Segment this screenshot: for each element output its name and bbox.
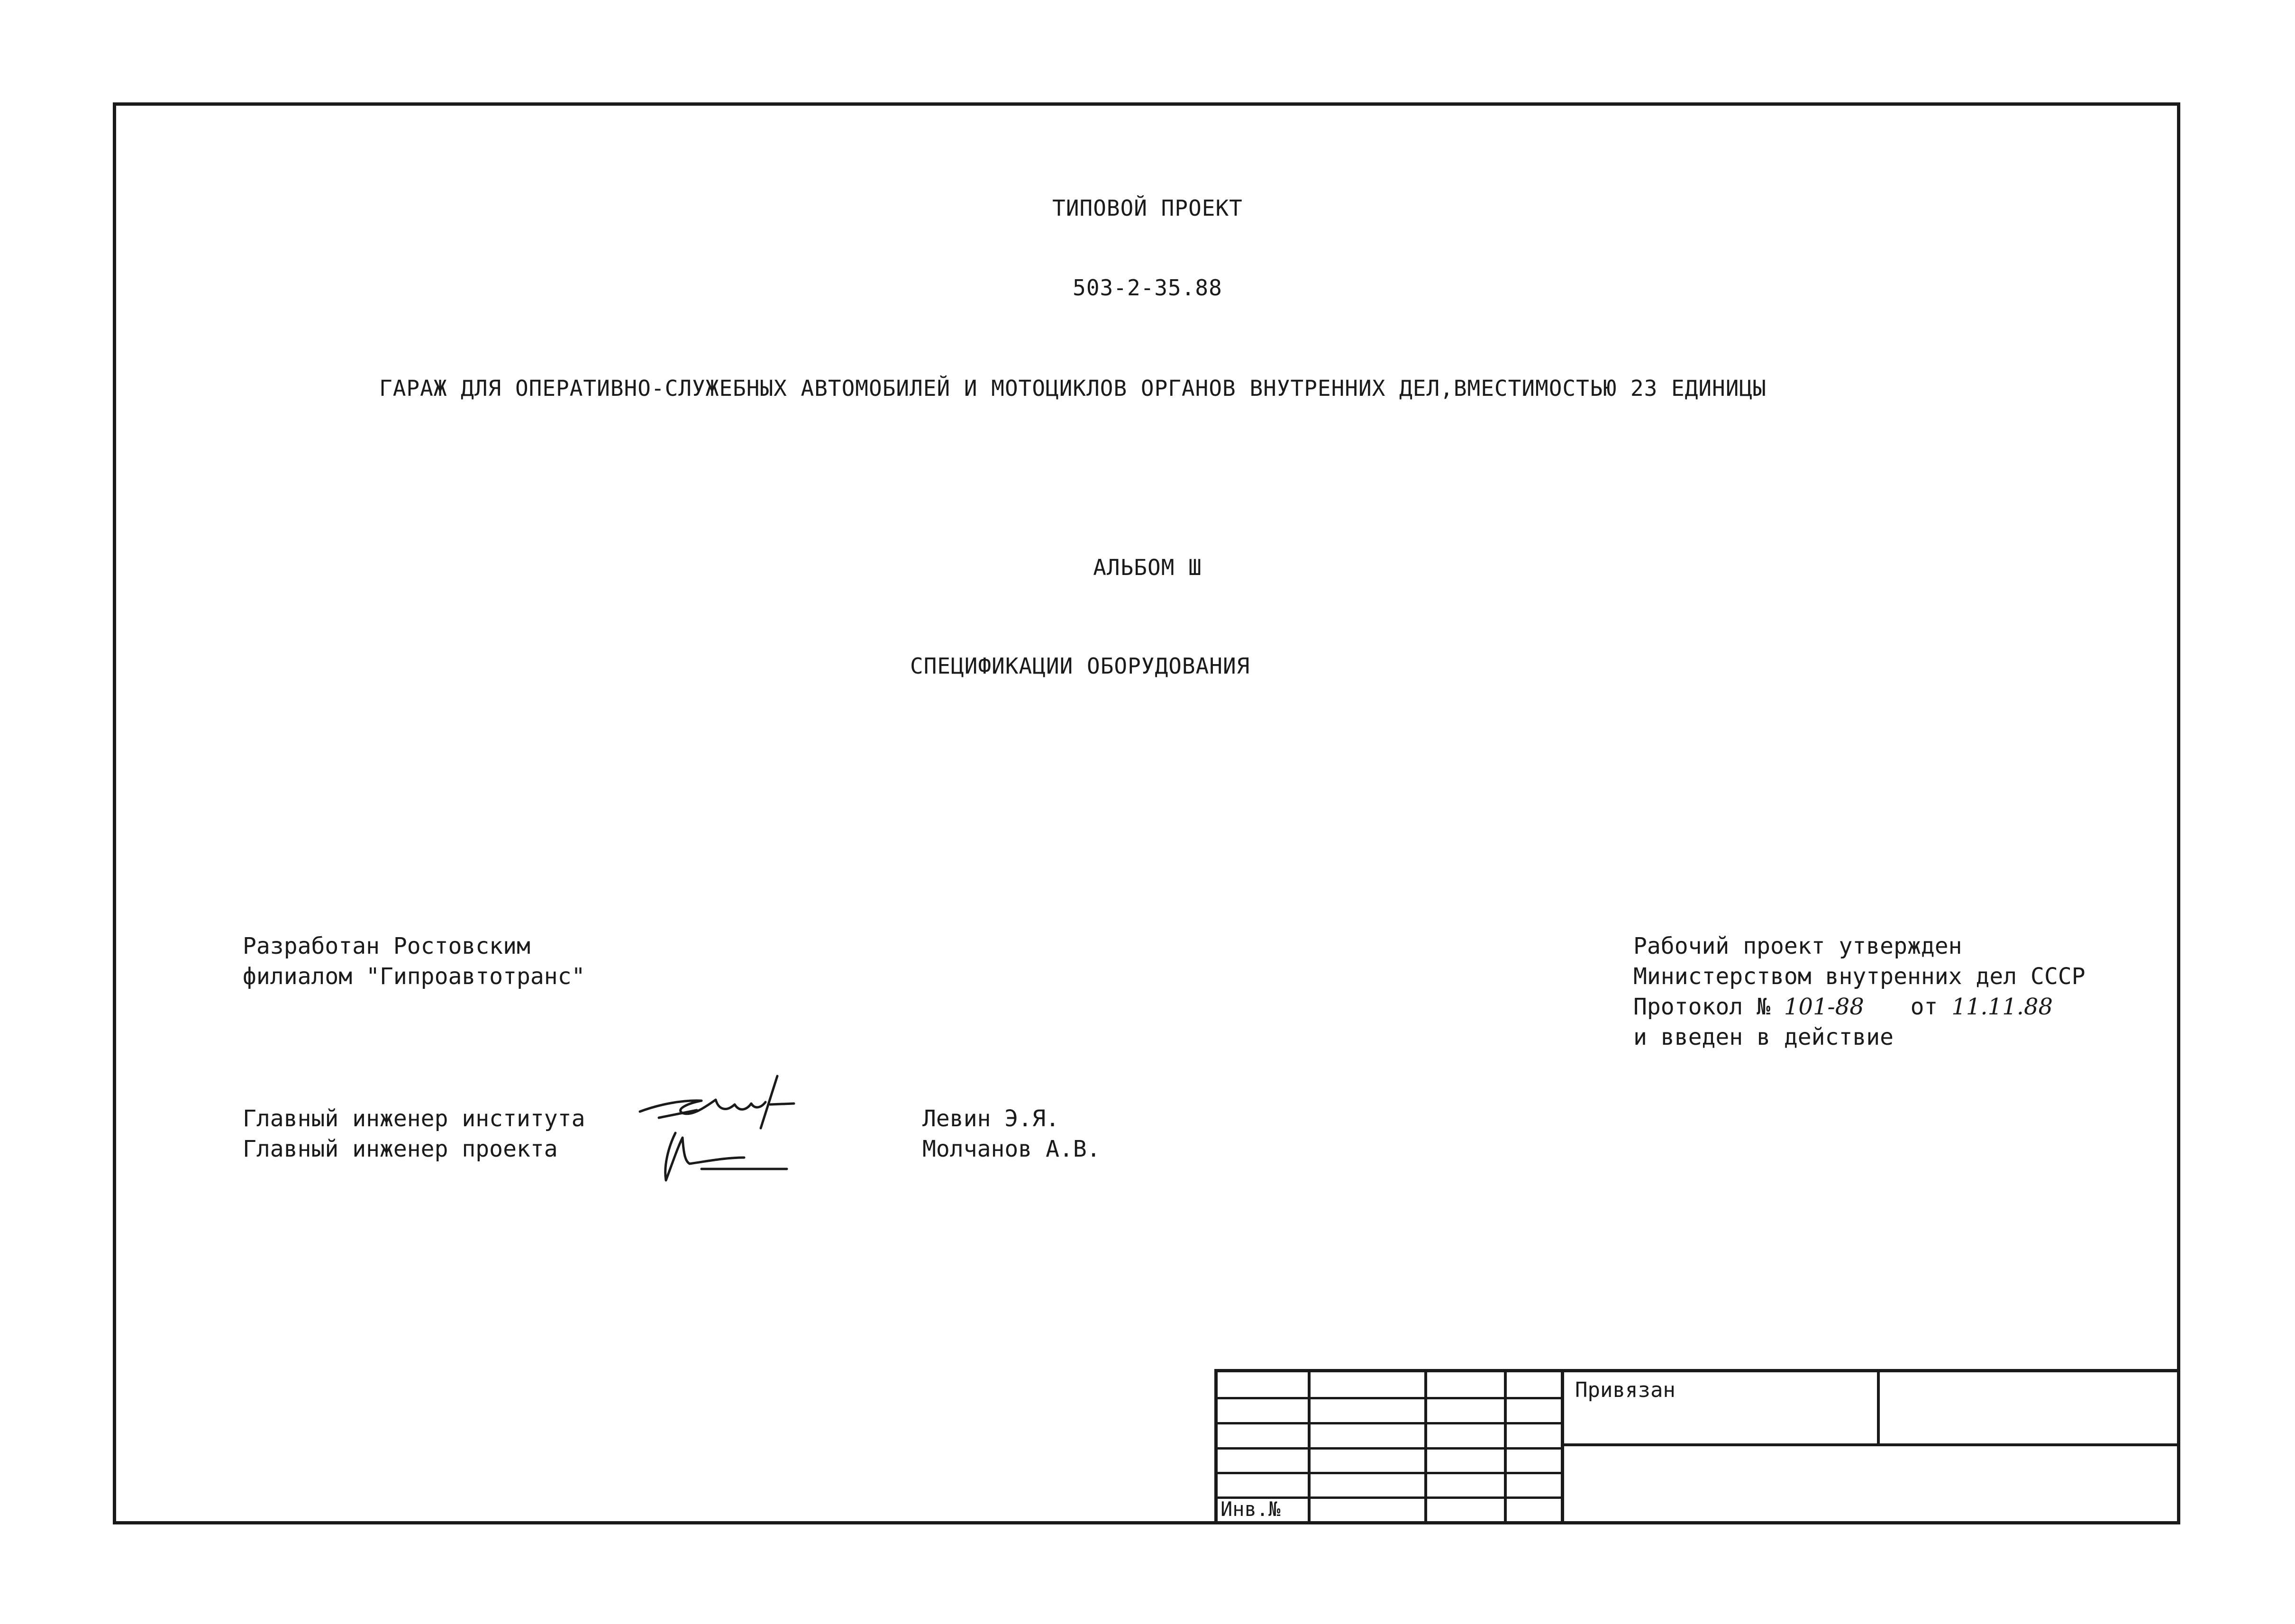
approval-protocol-line <box>1633 992 2086 1022</box>
bound-label: Привязан <box>1575 1378 1676 1402</box>
signature-roles <box>243 1104 585 1164</box>
developer-block <box>243 931 585 992</box>
title-block <box>1214 1369 2180 1524</box>
role-chief-engineer-institute: Главный инженер института <box>243 1105 585 1132</box>
signature-2-stroke <box>665 1133 744 1180</box>
drawing-frame <box>113 102 2180 1524</box>
approval-date: 11.11.88 <box>1951 994 2053 1020</box>
protocol-label: Протокол № <box>1633 994 1770 1020</box>
album-heading: АЛЬБОМ Ш <box>1093 555 1202 580</box>
project-number: 503-2-35.88 <box>1073 275 1222 301</box>
signature-1-slash <box>761 1076 777 1128</box>
protocol-number: 101-88 <box>1784 994 1864 1020</box>
role-chief-engineer-project: Главный инженер проекта <box>243 1136 558 1162</box>
approval-line-4: и введен в действие <box>1633 1024 1894 1050</box>
developer-line-1: Разработан Ростовским <box>243 933 530 959</box>
name-levin: Левин Э.Я. <box>922 1105 1059 1132</box>
project-type-heading: ТИПОВОЙ ПРОЕКТ <box>1052 195 1243 221</box>
inventory-label: Инв.№ <box>1220 1497 1281 1521</box>
album-subject: СПЕЦИФИКАЦИИ ОБОРУДОВАНИЯ <box>910 653 1250 679</box>
approval-line-1: Рабочий проект утвержден <box>1633 933 1962 959</box>
signature-scribbles <box>630 1067 811 1190</box>
project-title: ГАРАЖ ДЛЯ ОПЕРАТИВНО-СЛУЖЕБНЫХ АВТОМОБИЛЕЙ И МОТОЦИКЛОВ ОРГАНОВ ВНУТРЕННИХ ДЕЛ,ВМЕСТИМОСТЬЮ 23 ЕДИНИЦЫ <box>379 375 1767 401</box>
signature-names <box>922 1104 1101 1164</box>
name-molchanov: Молчанов А.В. <box>922 1136 1101 1162</box>
approval-block <box>1633 931 2086 1052</box>
approval-line-2: Министерством внутренних дел СССР <box>1633 963 2086 990</box>
date-label: от <box>1910 994 1938 1020</box>
developer-line-2: филиалом "Гипроавтотранс" <box>243 963 585 990</box>
signature-1-stroke <box>640 1100 765 1114</box>
